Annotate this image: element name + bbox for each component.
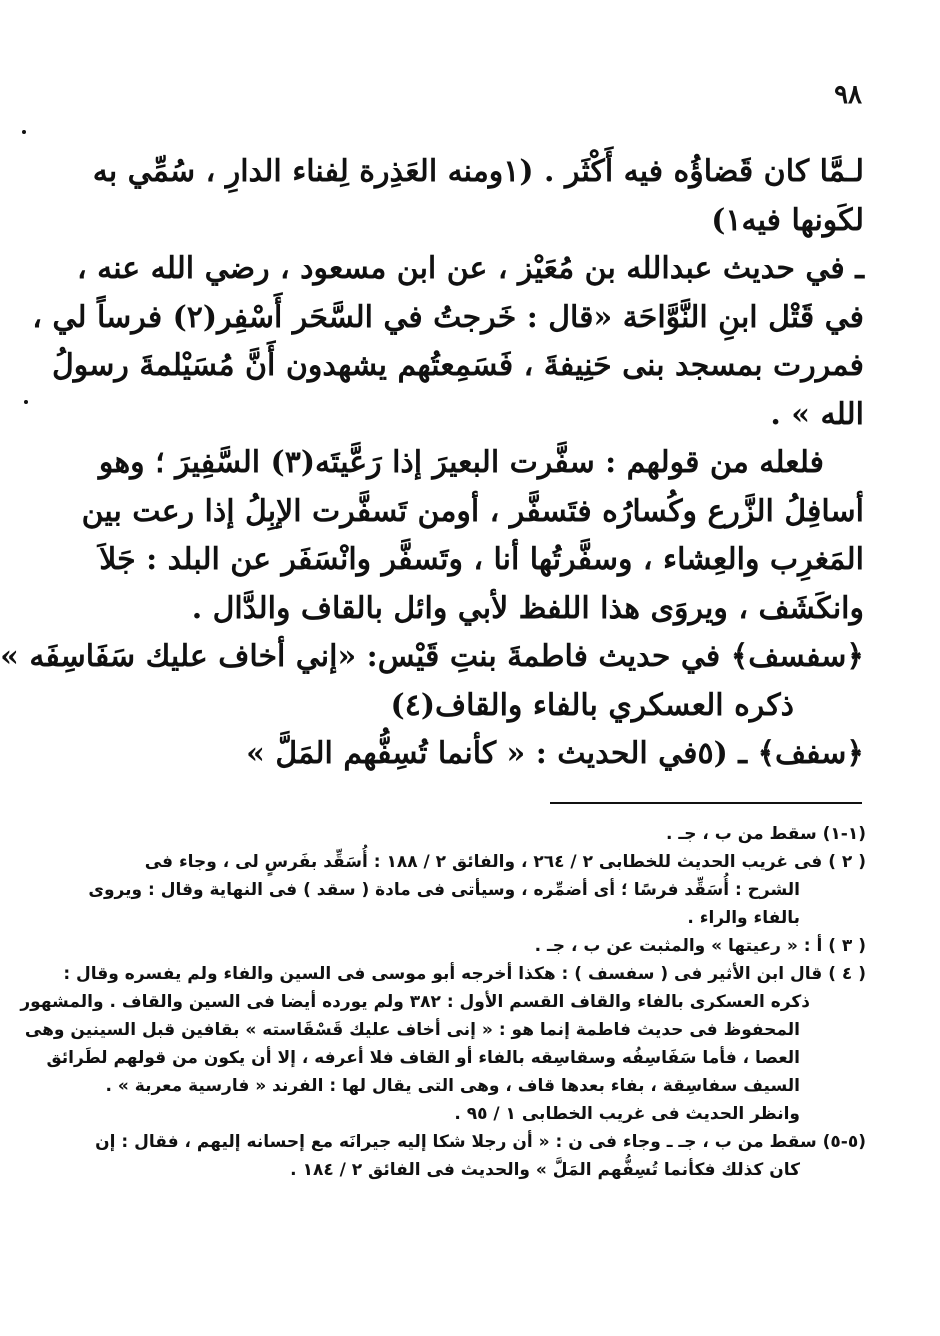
footnote-line: ( ٤ ) قال ابن الأثير فى ( سفسف ) : هكذا أخرجه أبو موسى فى السين والفاء ولم يفسره وقال : bbox=[63, 964, 866, 984]
main-text-line: لـمَّا كان قَضاؤُه فيه أَكْثَر . (١ومنه العَذِرة لِفناء الدارِ ، سُمِّي به bbox=[92, 154, 864, 189]
footnote-line: كان كذلك فكأنما تُسِفُّهم المَلَّ » والحديث فى الفائق ٢ / ١٨٤ . bbox=[290, 1160, 800, 1180]
footnote-line: (٥-٥) سقط من ب ، جـ ـ وجاء فى ن : « أن رجلا شكا إليه جيرانَه مع إحسانه إليهم ، فقال : إن bbox=[95, 1132, 866, 1152]
footnote-line: بالفاء والراء . bbox=[687, 908, 800, 928]
margin-dot bbox=[22, 130, 26, 134]
main-text-line: فمررت بمسجد بنى حَنِيفةَ ، فَسَمِعتُهم يشهدون أَنَّ مُسَيْلمةَ رسولُ bbox=[51, 348, 864, 383]
margin-dot bbox=[24, 400, 28, 404]
footnotes bbox=[20, 820, 866, 1184]
main-text-line: أسافِلُ الزَّرع وكُسارُه فتَسفَّر ، أومن تَسفَّرت الإبِلُ إذا رعت بين bbox=[81, 493, 864, 529]
page-number: ٩٨ bbox=[834, 80, 862, 110]
main-text-line: ذكره العسكري بالفاء والقاف(٤) bbox=[390, 687, 794, 723]
main-text-line: ﴿سفسف﴾ في حديث فاطمةَ بنتِ قَيْس: «إني أخاف عليك سَفَاسِفَه » bbox=[0, 639, 864, 674]
footnote-line: (١-١) سقط من ب ، جـ . bbox=[666, 824, 866, 844]
main-text-line: ﴿سفف﴾ ـ (٥في الحديث : « كأنما تُسِفُّهم المَلَّ » bbox=[246, 736, 864, 771]
footnote-line: ذكره العسكرى بالفاء والقاف القسم الأول : ٣٨٢ ولم يورده أيضا فى السين والقاف . والمشهور bbox=[20, 992, 810, 1012]
footnote-line: ( ٢ ) فى غريب الحديث للخطابى ٢ / ٢٦٤ ، والفائق ٢ / ١٨٨ : أُسَقِّد بفَرسٍ لى ، وجاء فى bbox=[144, 852, 866, 872]
main-text-line: فلعله من قولهم : سفَّرت البعيرَ إذا رَعَّيتَه(٣) السَّفِيرَ ؛ وهو bbox=[98, 445, 824, 480]
footnote-separator bbox=[550, 802, 862, 804]
footnote-line: ( ٣ ) أ : « رعيتها » والمثبت عن ب ، جـ . bbox=[534, 936, 866, 956]
footnote-line: الشرح : أُسَقِّد فرسًا ؛ أى أضمِّره ، وسيأتى فى مادة ( سقد ) فى النهاية وقال : ويروى bbox=[88, 880, 800, 900]
main-text-body bbox=[0, 148, 864, 779]
main-text-line: لكَونها فيه١) bbox=[711, 202, 864, 238]
footnote-line: السيف سفاسِقة ، بفاء بعدها قاف ، وهى التى يقال لها : الفرند « فارسية معربة » . bbox=[105, 1076, 800, 1096]
main-text-line: ـ في حديث عبدالله بن مُعَيْز ، عن ابن مسعود ، رضي الله عنه ، bbox=[77, 251, 864, 286]
main-text-line: وانكَشَف ، ويروَى هذا اللفظ لأبي وائل بالقاف والدَّال . bbox=[191, 590, 864, 626]
footnote-line: وانظر الحديث فى غريب الخطابى ١ / ٩٥ . bbox=[454, 1104, 800, 1124]
main-text-line: الله » . bbox=[770, 396, 864, 432]
footnote-line: المحفوظ فى حديث فاطمة إنما هو : « إنى أخاف عليك قَسْقَاسته » بقافين قبل السينين وهى bbox=[24, 1020, 800, 1040]
main-text-line: في قَتْل ابنِ النَّوَّاحَة «قال : خَرجتُ في السَّحَر أَسْفِر(٢) فرساً لي ، bbox=[32, 299, 864, 335]
main-text-line: المَغرِب والعِشاء ، وسفَّرتُها أنا ، وتَسفَّر وانْسَفَر عن البلد : جَلاَ bbox=[99, 542, 864, 577]
footnote-line: العصا ، فأما سَفَاسِفُه وسقاسِقه بالفاء أو القاف فلا أعرفه ، إلا أن يكون من قولهم لطَرائق bbox=[46, 1048, 800, 1068]
